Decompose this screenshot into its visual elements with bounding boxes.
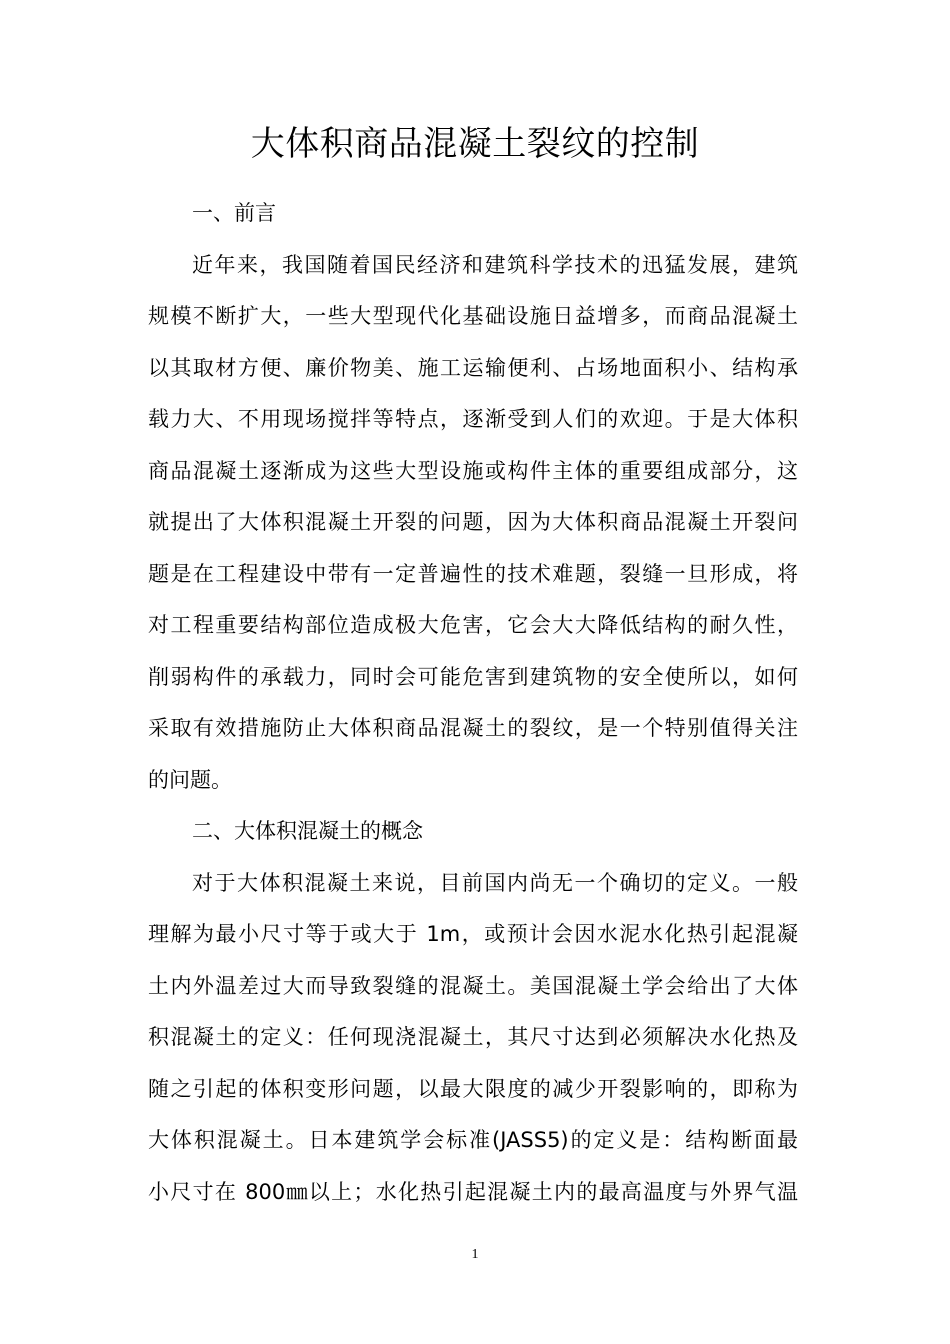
text-line: 削弱构件的承载力，同时会可能危害到建筑物的安全使所以，如何 <box>148 664 798 689</box>
page-number: 1 <box>471 1247 479 1262</box>
text-line: 商品混凝土逐渐成为这些大型设施或构件主体的重要组成部分，这 <box>148 458 798 483</box>
text-line: 随之引起的体积变形问题，以最大限度的减少开裂影响的，即称为 <box>148 1076 798 1101</box>
text-line: 大体积混凝土。日本建筑学会标准(JASS5)的定义是：结构断面最 <box>148 1128 798 1152</box>
text-line: 对于大体积混凝土来说，目前国内尚无一个确切的定义。一般 <box>192 870 798 895</box>
text-line: 土内外温差过大而导致裂缝的混凝土。美国混凝土学会给出了大体 <box>148 973 798 998</box>
text-line: 二、大体积混凝土的概念 <box>192 819 423 843</box>
document-title: 大体积商品混凝土裂纹的控制 <box>250 124 700 164</box>
document-body <box>148 188 798 1218</box>
text-line: 就提出了大体积混凝土开裂的问题，因为大体积商品混凝土开裂问 <box>148 510 798 534</box>
text-line: 近年来，我国随着国民经济和建筑科学技术的迅猛发展，建筑 <box>192 252 798 277</box>
text-line: 题是在工程建设中带有一定普遍性的技术难题，裂缝一旦形成，将 <box>148 561 798 586</box>
text-line: 的问题。 <box>148 767 232 792</box>
text-line: 采取有效措施防止大体积商品混凝土的裂纹，是一个特别值得关注 <box>148 716 798 740</box>
text-line: 小尺寸在 800㎜以上；水化热引起混凝土内的最高温度与外界气温 <box>148 1179 798 1204</box>
text-line: 载力大、不用现场搅拌等特点，逐渐受到人们的欢迎。于是大体积 <box>148 407 798 431</box>
text-line: 一、前言 <box>192 201 276 225</box>
text-line: 以其取材方便、廉价物美、施工运输便利、占场地面积小、结构承 <box>148 355 798 380</box>
text-line: 对工程重要结构部位造成极大危害，它会大大降低结构的耐久性， <box>148 613 798 637</box>
text-line: 理解为最小尺寸等于或大于 1m，或预计会因水泥水化热引起混凝 <box>148 922 798 946</box>
text-line: 规模不断扩大，一些大型现代化基础设施日益增多，而商品混凝土 <box>148 304 798 328</box>
text-line: 积混凝土的定义：任何现浇混凝土，其尺寸达到必须解决水化热及 <box>148 1025 798 1049</box>
